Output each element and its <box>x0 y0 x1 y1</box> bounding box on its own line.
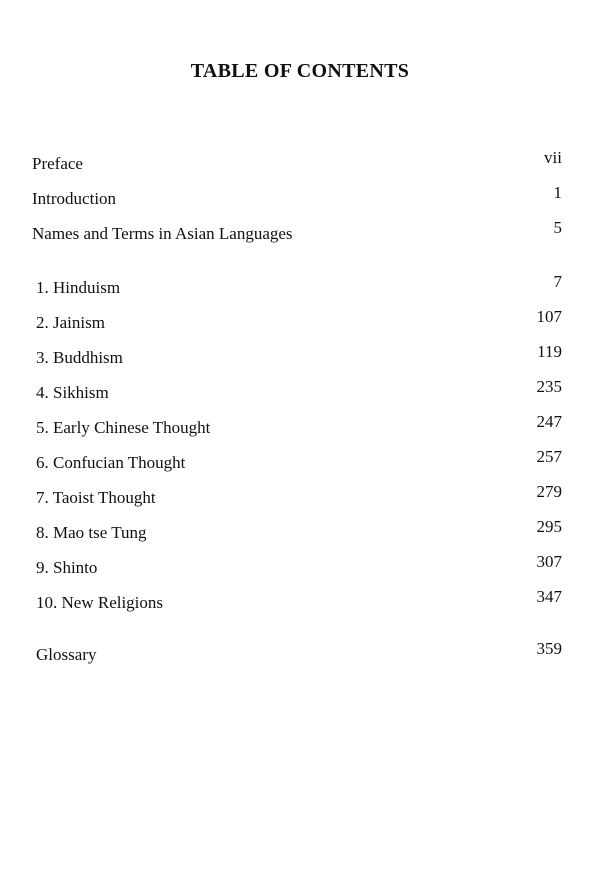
entry-page: 107 <box>536 307 562 326</box>
entry-label: 8. Mao tse Tung <box>36 523 147 542</box>
toc-entry-chapter-6 <box>32 447 562 482</box>
entry-page: 295 <box>536 517 562 536</box>
entry-page: 7 <box>553 272 562 291</box>
entry-page: 235 <box>536 377 562 396</box>
table-of-contents <box>32 148 562 674</box>
entry-page: 279 <box>536 482 562 501</box>
entry-label: 7. Taoist Thought <box>36 488 156 507</box>
toc-entry-chapter-4 <box>32 377 562 412</box>
toc-entry-chapter-10 <box>32 587 562 622</box>
entry-label: Glossary <box>36 645 97 664</box>
entry-label: 4. Sikhism <box>36 383 109 402</box>
entry-page: 1 <box>553 183 562 202</box>
toc-entry-introduction <box>32 183 562 218</box>
entry-page: vii <box>544 148 562 167</box>
entry-page: 119 <box>537 342 562 361</box>
toc-entry-names-and-terms <box>32 218 562 253</box>
section-gap <box>32 253 562 272</box>
entry-label: Introduction <box>32 189 117 208</box>
toc-entry-chapter-1 <box>32 272 562 307</box>
entry-page: 5 <box>553 218 562 237</box>
entry-label: 2. Jainism <box>36 313 105 332</box>
toc-entry-glossary <box>32 639 562 674</box>
entry-label: 6. Confucian Thought <box>36 453 186 472</box>
toc-entry-chapter-5 <box>32 412 562 447</box>
entry-label: 3. Buddhism <box>36 348 123 367</box>
section-gap <box>32 622 562 639</box>
toc-entry-chapter-2 <box>32 307 562 342</box>
entry-label: 10. New Religions <box>36 593 164 612</box>
toc-entry-chapter-7 <box>32 482 562 517</box>
entry-label: 9. Shinto <box>36 558 98 577</box>
entry-page: 347 <box>536 587 562 606</box>
entry-label: Preface <box>32 154 83 173</box>
entry-page: 257 <box>536 447 562 466</box>
toc-entry-chapter-3 <box>32 342 562 377</box>
toc-entry-chapter-8 <box>32 517 562 552</box>
entry-page: 307 <box>536 552 562 571</box>
entry-label: Names and Terms in Asian Languages <box>32 224 293 243</box>
toc-entry-preface <box>32 148 562 183</box>
entry-page: 247 <box>536 412 562 431</box>
page-title: TABLE OF CONTENTS <box>190 60 410 82</box>
entry-page: 359 <box>536 639 562 658</box>
entry-label: 5. Early Chinese Thought <box>36 418 211 437</box>
entry-label: 1. Hinduism <box>36 278 121 297</box>
toc-entry-chapter-9 <box>32 552 562 587</box>
